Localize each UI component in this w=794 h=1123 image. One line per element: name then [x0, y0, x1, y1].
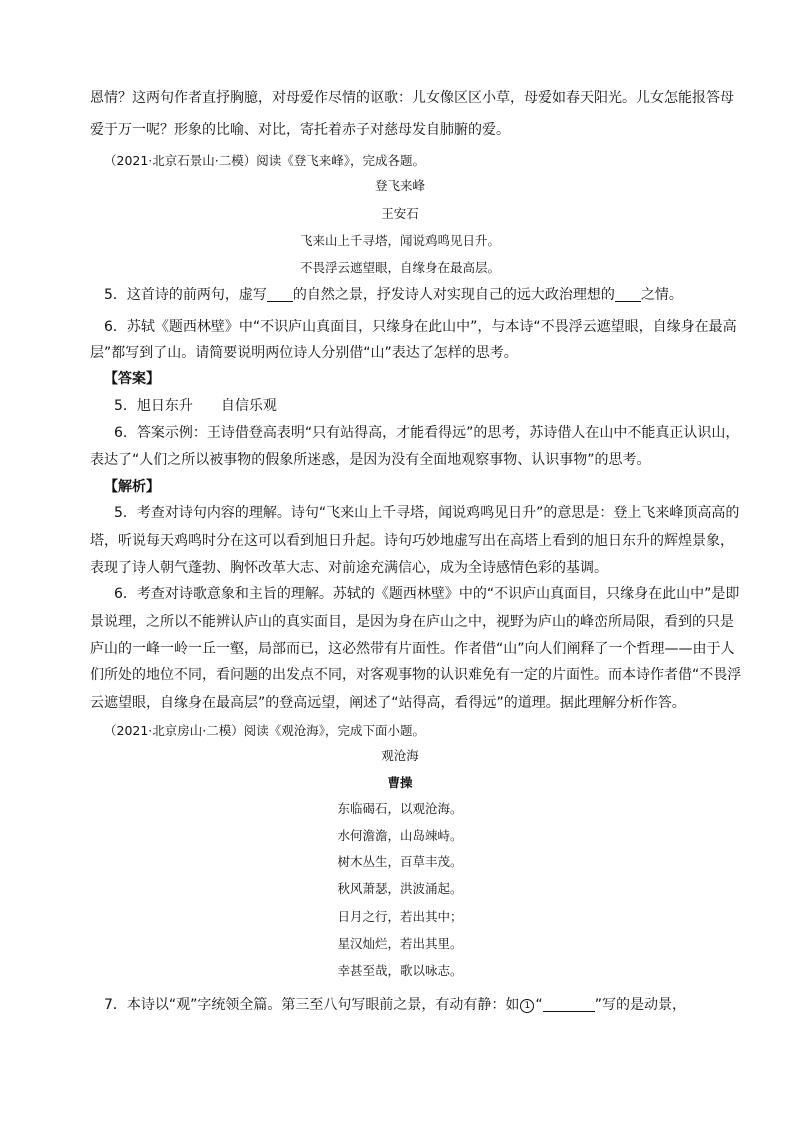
analysis-6: 6．考查对诗歌意象和主旨的理解。苏轼的《题西林壁》中的“不识庐山真面目，只缘身在此山中”是即 — [114, 586, 740, 602]
analysis-6: 云遮望眼，自缘身在最高层”的登高远望，阐述了“站得高，看得远”的道理。据此理解分析作答。 — [90, 695, 686, 711]
answer-heading: 【答案】 — [104, 371, 160, 387]
intro-text: 恩情？这两句作者直抒胸臆，对母爱作尽情的讴歌：儿女像区区小草，母爱如春天阳光。儿女怎能报答母 — [90, 90, 734, 106]
question-7: 7．本诗以“观”字统领全篇。第三至八句写眼前之景，有动有静：如 1 “ ”写的是动景， — [104, 997, 686, 1013]
answer-6: 6．答案示例：王诗借登高表明“只有站得高，才能看得远”的思考，苏诗借人在山中不能真正认识山， — [114, 425, 740, 441]
answer-5: 5．旭日东升 自信乐观 — [114, 398, 277, 414]
analysis-6: 们所处的地位不同，看问题的出发点不同，对客观事物的认识难免有一定的片面性。而本诗作者借“不畏浮 — [90, 667, 742, 683]
analysis-5: 塔，听说每天鸡鸣时分在这可以看到旭日升起。诗句巧妙地虚写出在高塔上看到的旭日东升的辉煌景象， — [90, 533, 734, 549]
poem-author: 曹操 — [387, 775, 413, 790]
circled-number: 1 — [520, 999, 534, 1013]
question-6: 层”都写到了山。请简要说明两位诗人分别借“山”表达了怎样的思考。 — [90, 345, 518, 361]
answer-blank[interactable] — [543, 997, 595, 1012]
poem-title: 观沧海 — [381, 748, 419, 763]
answer-6: 表达了“人们之所以被事物的假象所迷惑，是因为没有全面地观察事物、认识事物”的思考。 — [90, 452, 651, 468]
analysis-6: 庐山的一峰一岭一丘一壑，局部而已，这必然带有片面性。作者借“山”向人们阐释了一个哲理——由于人 — [90, 641, 735, 657]
poem-title: 登飞来峰 — [374, 178, 425, 193]
poem-line: 不畏浮云遮望眼，自缘身在最高层。 — [299, 260, 500, 275]
analysis-6: 景说理，之所以不能辨认庐山的真实面目，是因为身在庐山之中，视野为庐山的峰峦所局限，看到的只是 — [90, 614, 734, 630]
poem-line: 星汉灿烂，若出其里。 — [337, 936, 463, 951]
poem-author: 王安石 — [381, 206, 419, 221]
question-6: 6．苏轼《题西林壁》中“不识庐山真面目，只缘身在此山中”，与本诗“不畏浮云遮望眼，自缘身在最高 — [104, 319, 737, 335]
poem-line: 秋风萧瑟，洪波涌起。 — [337, 881, 463, 896]
analysis-heading: 【解析】 — [104, 479, 160, 495]
answer-blank[interactable] — [267, 287, 293, 302]
poem-line: 树木丛生，百草丰茂。 — [337, 854, 463, 869]
poem-line: 日月之行，若出其中； — [337, 909, 463, 924]
poem-line: 水何澹澹，山岛竦峙。 — [337, 828, 463, 843]
question-source: （2021·北京房山·二模）阅读《观沧海》，完成下面小题。 — [104, 723, 426, 738]
question-source: （2021·北京石景山·二模）阅读《登飞来峰》，完成各题。 — [104, 153, 426, 168]
intro-text: 爱于万一呢？形象的比喻、对比，寄托着赤子对慈母发自肺腑的爱。 — [90, 122, 510, 138]
analysis-5: 5．考查对诗句内容的理解。诗句“飞来山上千寻塔，闻说鸡鸣见日升”的意思是：登上飞来峰顶高高的 — [114, 505, 740, 521]
question-5: 5．这首诗的前两句，虚写 的自然之景，抒发诗人对实现自己的远大政治理想的 之情。 — [104, 287, 683, 303]
analysis-5: 表现了诗人朝气蓬勃、胸怀改革大志、对前途充满信心，成为全诗感情色彩的基调。 — [90, 560, 608, 576]
answer-blank[interactable] — [615, 287, 641, 302]
poem-line: 东临碣石，以观沧海。 — [337, 801, 463, 816]
poem-line: 幸甚至哉，歌以咏志。 — [337, 963, 463, 978]
poem-line: 飞来山上千寻塔，闻说鸡鸣见日升。 — [299, 233, 500, 248]
